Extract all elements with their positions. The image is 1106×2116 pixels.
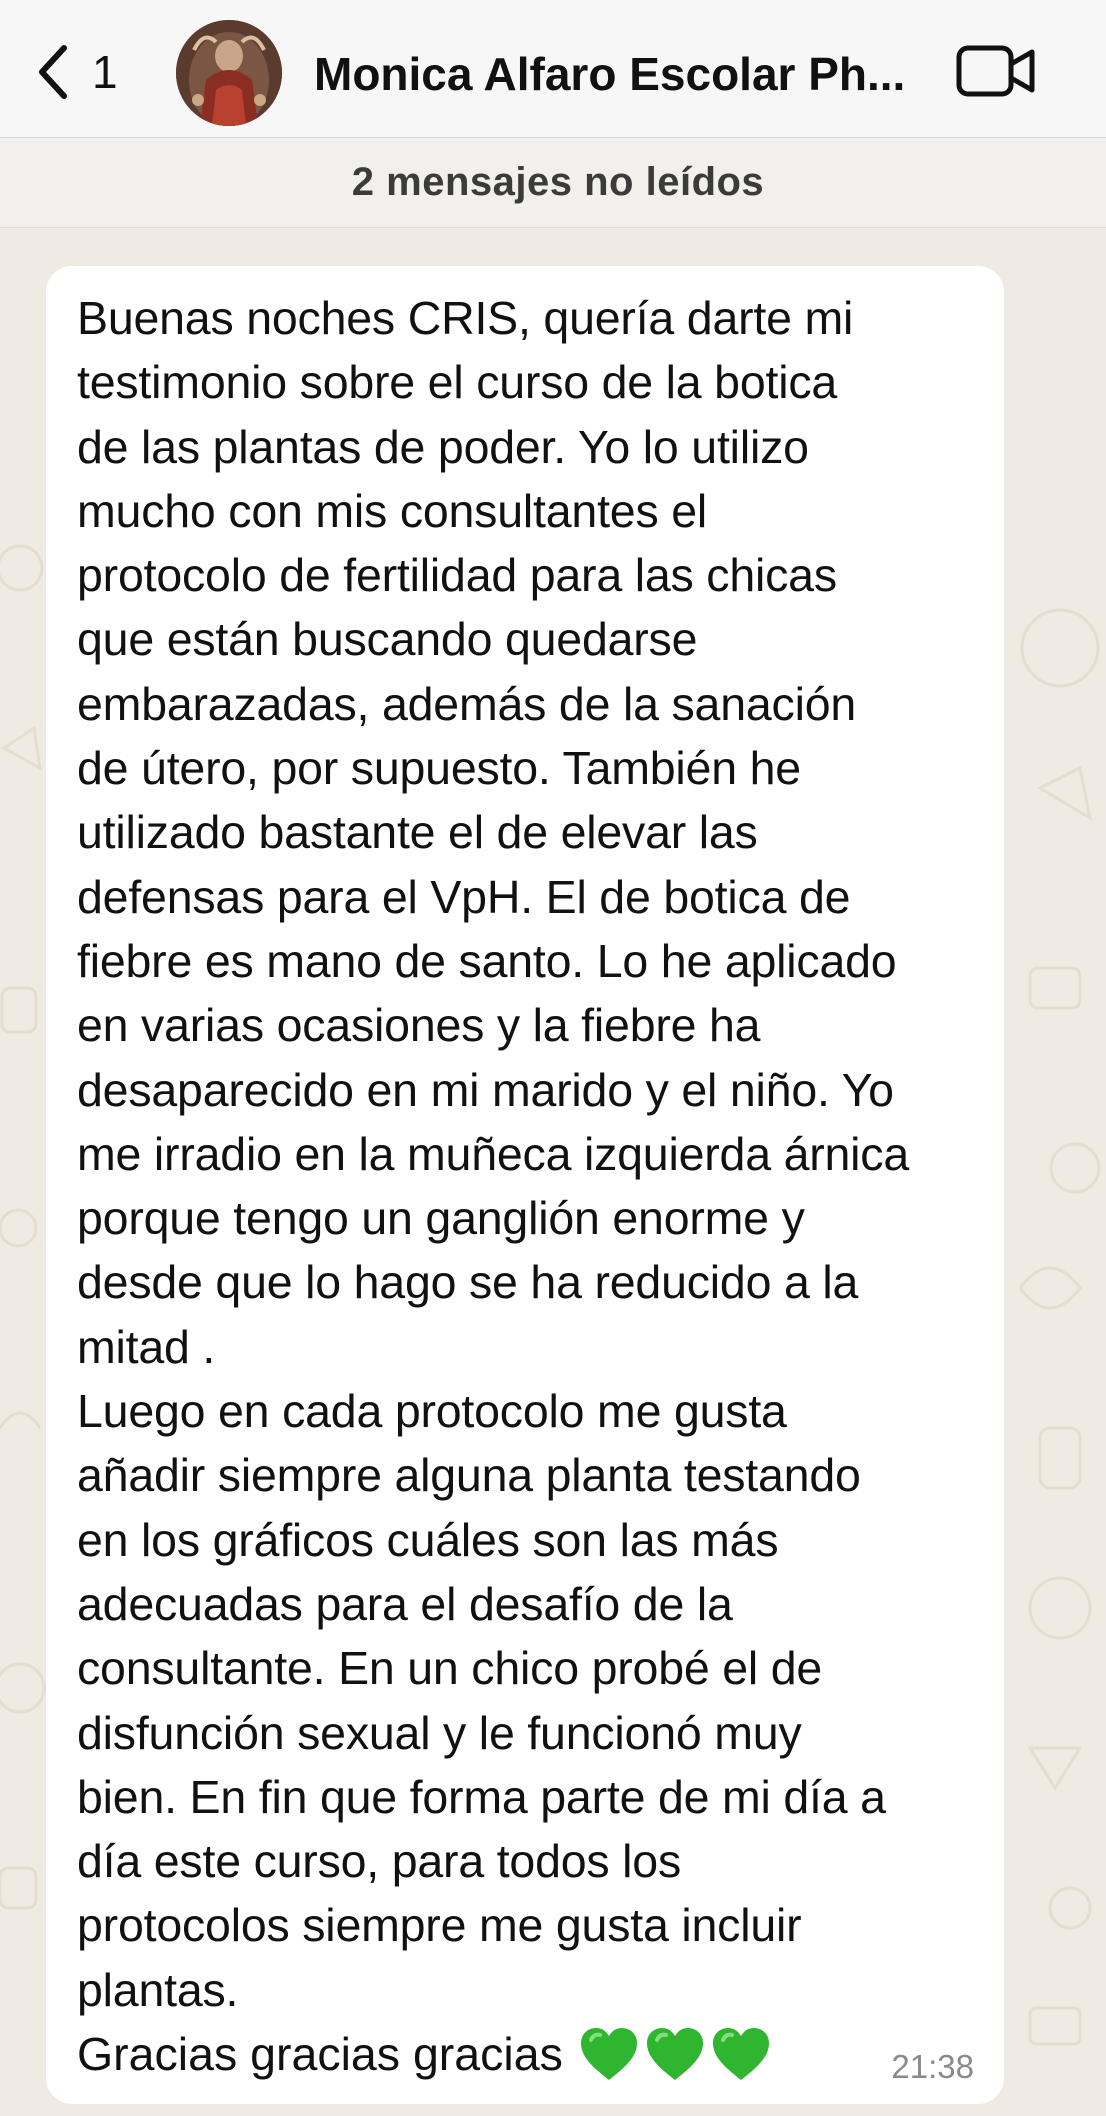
green-heart-icon <box>579 2026 639 2082</box>
chat-header <box>0 0 1106 138</box>
avatar[interactable] <box>176 20 282 126</box>
unread-messages-text: 2 mensajes no leídos <box>351 160 765 204</box>
green-heart-icon <box>645 2026 705 2082</box>
video-camera-icon <box>956 44 1036 98</box>
message-text: Buenas noches CRIS, quería darte mi testimonio sobre el curso de la botica de las plantas de poder. Yo lo utilizo mucho con mis consultantes el protocolo de fertilidad para las chicas que están buscando quedarse embarazadas, además de la sanación de útero, por supuesto. También he utilizado bastante el de elevar las defensas para el VpH. El de botica de fiebre es mano de santo. Lo he aplicado en varias ocasiones y la fiebre ha desaparecido en mi marido y el niño. Yo me irradio en la muñeca izquierda árnica porque tengo un ganglión enorme y desde que lo hago se ha reducido a la mitad . Luego en cada protocolo me gusta añadir siempre alguna planta testando en los gráficos cuáles son las más adecuadas para el desafío de la consultante. En un chico probé el de disfunción sexual y le funcionó muy bien. En fin que forma parte de mi día a día este curso, para todos los protocolos siempre me gusta incluir plantas. <box>77 292 910 2016</box>
green-heart-icon <box>711 2026 771 2082</box>
message-timestamp: 21:38 <box>891 2048 974 2085</box>
green-hearts-emoji <box>579 2026 771 2082</box>
unread-count: 1 <box>92 46 118 98</box>
message-bubble[interactable] <box>46 266 1004 2104</box>
chevron-left-icon <box>34 42 70 102</box>
message-closing-text: Gracias gracias gracias <box>77 2028 563 2081</box>
message-last-line <box>77 2022 976 2086</box>
avatar-image <box>176 20 282 126</box>
video-call-button[interactable] <box>956 44 1036 98</box>
contact-name[interactable]: Monica Alfaro Escolar Ph... <box>314 48 906 100</box>
back-button[interactable] <box>34 40 118 104</box>
unread-messages-banner <box>0 138 1106 228</box>
